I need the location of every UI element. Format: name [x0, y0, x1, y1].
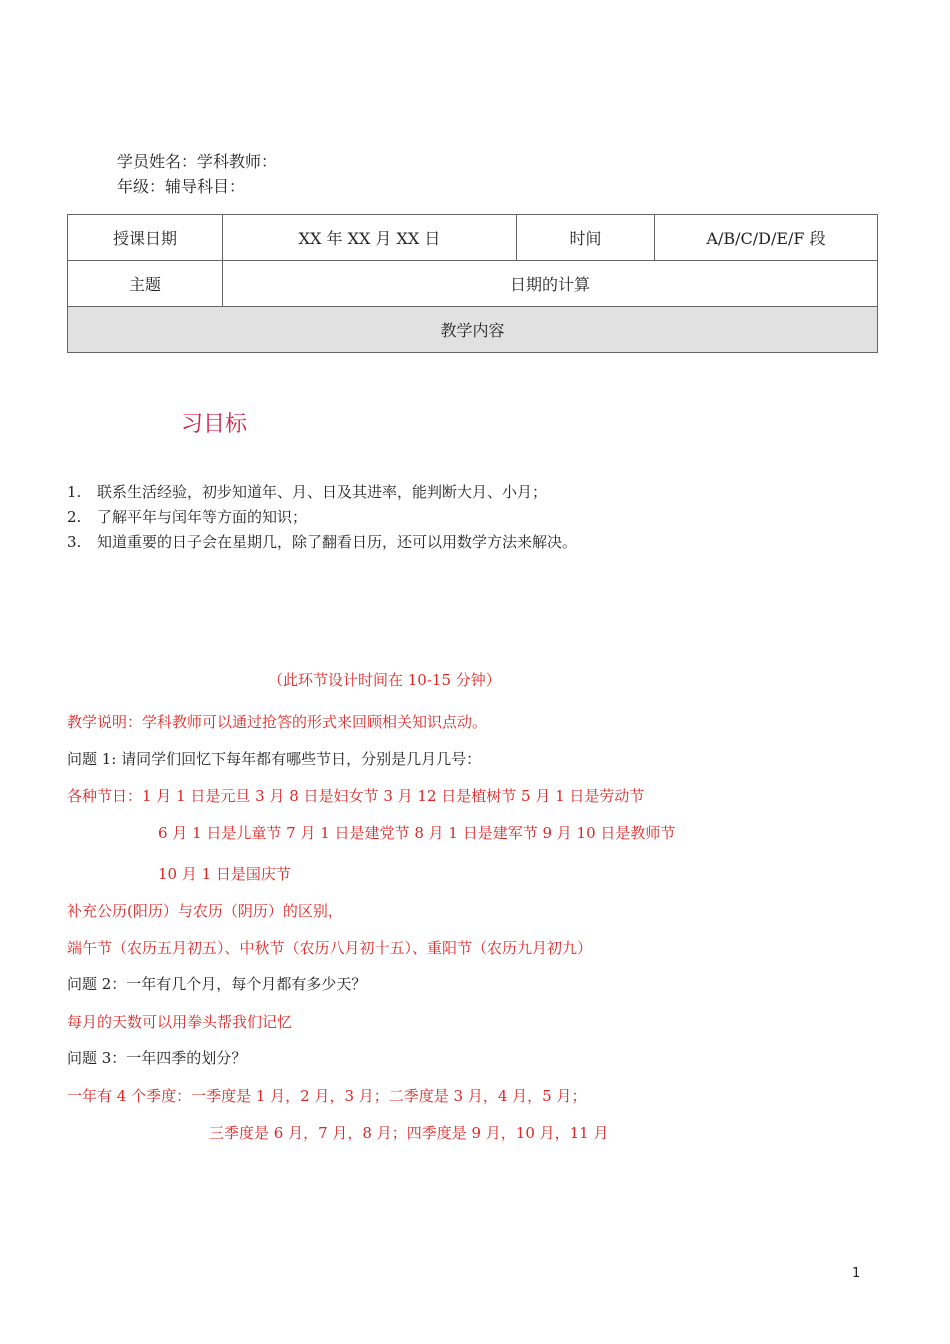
- holidays-line-1: 各种节日：1 月 1 日是元旦 3 月 8 日是妇女节 3 月 12 日是植树节 5 月 1 日是劳动节: [67, 787, 645, 805]
- goal-number: 1.: [67, 483, 82, 501]
- date-value-cell: XX 年 XX 月 XX 日: [223, 215, 517, 261]
- table-row: [68, 215, 878, 261]
- goal-text: 联系生活经验，初步知道年、月、日及其进率，能判断大月、小月；: [97, 483, 548, 501]
- time-note: （此环节设计时间在 10-15 分钟）: [268, 671, 501, 689]
- lesson-info-table: [67, 214, 878, 353]
- lunar-festivals: 端午节（农历五月初五）、中秋节（农历八月初十五）、重阳节（农历九月初九）: [67, 939, 593, 957]
- table-row: [68, 261, 878, 307]
- topic-label-cell: 主题: [68, 261, 223, 307]
- answer-2: 每月的天数可以用拳头帮我们记忆: [67, 1013, 293, 1031]
- time-label-cell: 时间: [517, 215, 655, 261]
- goal-number: 3.: [67, 533, 82, 551]
- goal-text: 了解平年与闰年等方面的知识；: [97, 508, 308, 526]
- grade-subject-line: 年级：辅导科目：: [117, 177, 246, 196]
- time-value-cell: A/B/C/D/E/F 段: [655, 215, 878, 261]
- teaching-content-cell: 教学内容: [68, 307, 878, 353]
- question-2: 问题 2：一年有几个月，每个月都有多少天？: [67, 975, 367, 993]
- list-item: [67, 480, 577, 505]
- calendar-supplement: 补充公历(阳历）与农历（阴历）的区别，: [67, 902, 343, 920]
- goal-number: 2.: [67, 508, 82, 526]
- section-title: 习目标: [181, 412, 248, 437]
- list-item: [67, 505, 577, 530]
- seasons-line-1: 一年有 4 个季度：一季度是 1 月，2 月，3 月；二季度是 3 月，4 月，5 月；: [67, 1087, 587, 1105]
- teaching-note: 教学说明：学科教师可以通过抢答的形式来回顾相关知识点动。: [67, 713, 488, 731]
- list-item: [67, 530, 577, 555]
- question-1: 问题 1: 请同学们回忆下每年都有哪些节日，分别是几月几号：: [67, 750, 482, 768]
- seasons-line-2: 三季度是 6 月，7 月，8 月；四季度是 9 月，10 月，11 月: [209, 1124, 609, 1142]
- question-3: 问题 3：一年四季的划分？: [67, 1049, 247, 1067]
- goal-text: 知道重要的日子会在星期几，除了翻看日历，还可以用数学方法来解决。: [97, 533, 578, 551]
- holidays-line-3: 10 月 1 日是国庆节: [158, 865, 291, 883]
- topic-value-cell: 日期的计算: [223, 261, 878, 307]
- goals-list: [67, 480, 577, 555]
- table-row: [68, 307, 878, 353]
- holidays-line-2: 6 月 1 日是儿童节 7 月 1 日是建党节 8 月 1 日是建军节 9 月 10 日是教师节: [158, 824, 676, 842]
- page-number: 1: [852, 1266, 861, 1281]
- student-teacher-line: 学员姓名：学科教师：: [117, 152, 278, 171]
- date-label-cell: 授课日期: [68, 215, 223, 261]
